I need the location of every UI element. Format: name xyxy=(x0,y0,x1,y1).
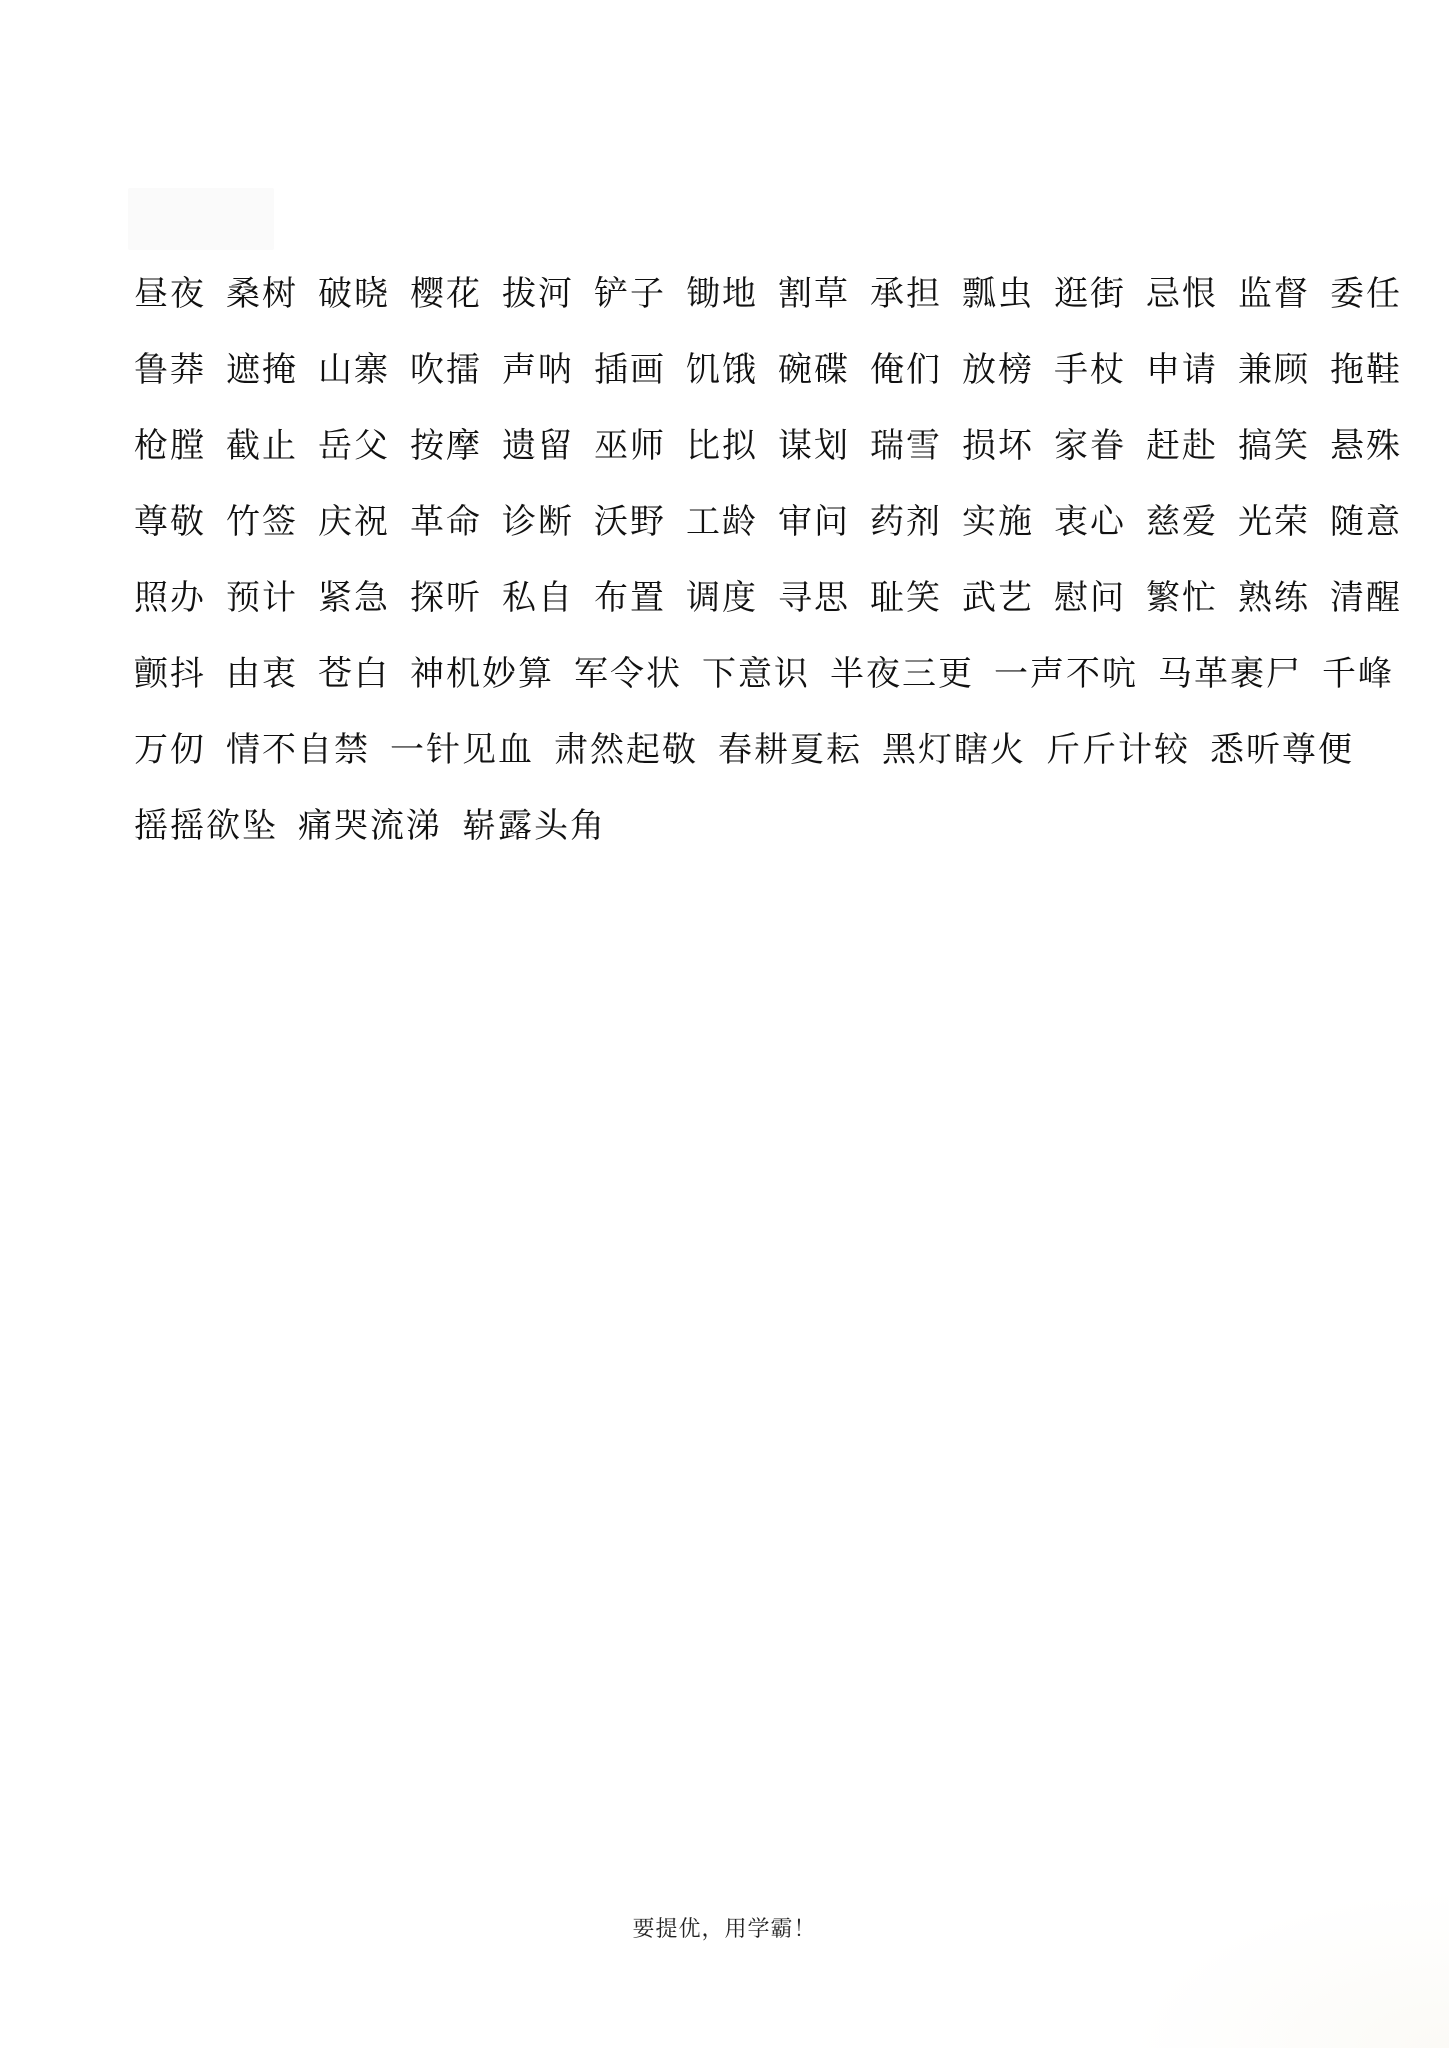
vocab-term: 监督 xyxy=(1238,274,1310,314)
vocab-term: 诊断 xyxy=(502,502,574,542)
scan-smudge xyxy=(128,188,274,250)
vocab-line-3 xyxy=(134,408,1402,484)
vocab-term: 山寨 xyxy=(318,350,390,390)
vocab-term: 岳父 xyxy=(318,426,390,466)
vocab-term: 军令状 xyxy=(574,654,682,694)
vocab-term: 由衷 xyxy=(226,654,298,694)
vocab-term: 拖鞋 xyxy=(1330,350,1402,390)
vocab-term: 忌恨 xyxy=(1146,274,1218,314)
vocab-term: 铲子 xyxy=(594,274,666,314)
vocab-term: 耻笑 xyxy=(870,578,942,618)
vocab-term: 按摩 xyxy=(410,426,482,466)
vocab-term: 悉听尊便 xyxy=(1210,730,1354,770)
vocab-line-8 xyxy=(134,788,1334,864)
scan-corner-shade xyxy=(1129,1888,1449,2048)
vocab-term: 下意识 xyxy=(702,654,810,694)
vocab-term: 慈爱 xyxy=(1146,502,1218,542)
vocab-term: 摇摇欲坠 xyxy=(134,806,278,846)
vocab-term: 马革裹尸 xyxy=(1158,654,1302,694)
vocab-term: 割草 xyxy=(778,274,850,314)
vocab-line-1 xyxy=(134,256,1402,332)
vocab-term: 拔河 xyxy=(502,274,574,314)
vocab-term: 探听 xyxy=(410,578,482,618)
vocab-term: 吹擂 xyxy=(410,350,482,390)
vocab-line-4 xyxy=(134,484,1402,560)
vocab-term: 肃然起敬 xyxy=(554,730,698,770)
vocab-term: 逛街 xyxy=(1054,274,1126,314)
vocab-term: 申请 xyxy=(1146,350,1218,390)
vocab-term: 比拟 xyxy=(686,426,758,466)
vocab-term: 遮掩 xyxy=(226,350,298,390)
vocab-term: 工龄 xyxy=(686,502,758,542)
vocab-term: 私自 xyxy=(502,578,574,618)
vocab-term: 昼夜 xyxy=(134,274,206,314)
vocab-term: 桑树 xyxy=(226,274,298,314)
vocab-term: 尊敬 xyxy=(134,502,206,542)
footer-slogan: 要提优，用学霸！ xyxy=(632,1917,817,1942)
vocab-term: 布置 xyxy=(594,578,666,618)
vocab-term: 竹签 xyxy=(226,502,298,542)
vocab-term: 破晓 xyxy=(318,274,390,314)
vocab-term: 搞笑 xyxy=(1238,426,1310,466)
vocab-term: 悬殊 xyxy=(1330,426,1402,466)
vocab-term: 紧急 xyxy=(318,578,390,618)
vocab-term: 实施 xyxy=(962,502,1034,542)
vocab-line-5 xyxy=(134,560,1402,636)
vocab-term: 慰问 xyxy=(1054,578,1126,618)
vocab-term: 预计 xyxy=(226,578,298,618)
vocab-term: 损坏 xyxy=(962,426,1034,466)
vocab-term: 衷心 xyxy=(1054,502,1126,542)
vocab-term: 遗留 xyxy=(502,426,574,466)
vocab-term: 截止 xyxy=(226,426,298,466)
vocab-line-2 xyxy=(134,332,1402,408)
vocab-term: 武艺 xyxy=(962,578,1034,618)
vocab-term: 放榜 xyxy=(962,350,1034,390)
vocab-term: 照办 xyxy=(134,578,206,618)
vocab-term: 家眷 xyxy=(1054,426,1126,466)
vocab-term: 春耕夏耘 xyxy=(718,730,862,770)
vocab-term: 熟练 xyxy=(1238,578,1310,618)
vocab-term: 痛哭流涕 xyxy=(298,806,442,846)
vocab-term: 庆祝 xyxy=(318,502,390,542)
vocab-term: 枪膛 xyxy=(134,426,206,466)
vocab-term: 调度 xyxy=(686,578,758,618)
vocab-term: 革命 xyxy=(410,502,482,542)
vocab-line-6 xyxy=(134,636,1394,712)
vocab-term: 俺们 xyxy=(870,350,942,390)
vocab-term: 药剂 xyxy=(870,502,942,542)
vocab-term: 斤斤计较 xyxy=(1046,730,1190,770)
vocabulary-list xyxy=(134,256,1402,864)
vocab-term: 瑞雪 xyxy=(870,426,942,466)
vocab-term: 饥饿 xyxy=(686,350,758,390)
vocab-term: 鲁莽 xyxy=(134,350,206,390)
vocab-term: 巫师 xyxy=(594,426,666,466)
vocab-term: 锄地 xyxy=(686,274,758,314)
vocab-term: 碗碟 xyxy=(778,350,850,390)
vocab-term: 崭露头角 xyxy=(462,806,606,846)
vocab-term: 委任 xyxy=(1330,274,1402,314)
vocab-term: 千峰 xyxy=(1322,654,1394,694)
vocab-term: 寻思 xyxy=(778,578,850,618)
vocab-term: 半夜三更 xyxy=(830,654,974,694)
vocab-term: 沃野 xyxy=(594,502,666,542)
vocab-term: 随意 xyxy=(1330,502,1402,542)
vocab-term: 插画 xyxy=(594,350,666,390)
vocab-term: 谋划 xyxy=(778,426,850,466)
vocab-term: 黑灯瞎火 xyxy=(882,730,1026,770)
vocab-term: 情不自禁 xyxy=(226,730,370,770)
vocab-term: 神机妙算 xyxy=(410,654,554,694)
vocab-term: 清醒 xyxy=(1330,578,1402,618)
vocab-term: 手杖 xyxy=(1054,350,1126,390)
vocab-term: 承担 xyxy=(870,274,942,314)
vocab-term: 万仞 xyxy=(134,730,206,770)
vocab-line-7 xyxy=(134,712,1354,788)
vocab-term: 兼顾 xyxy=(1238,350,1310,390)
vocab-term: 一声不吭 xyxy=(994,654,1138,694)
vocab-term: 樱花 xyxy=(410,274,482,314)
vocab-term: 审问 xyxy=(778,502,850,542)
vocab-term: 颤抖 xyxy=(134,654,206,694)
vocab-term: 赶赴 xyxy=(1146,426,1218,466)
vocab-term: 声呐 xyxy=(502,350,574,390)
vocab-term: 光荣 xyxy=(1238,502,1310,542)
vocab-term: 瓢虫 xyxy=(962,274,1034,314)
vocab-term: 苍白 xyxy=(318,654,390,694)
vocab-term: 繁忙 xyxy=(1146,578,1218,618)
vocab-term: 一针见血 xyxy=(390,730,534,770)
